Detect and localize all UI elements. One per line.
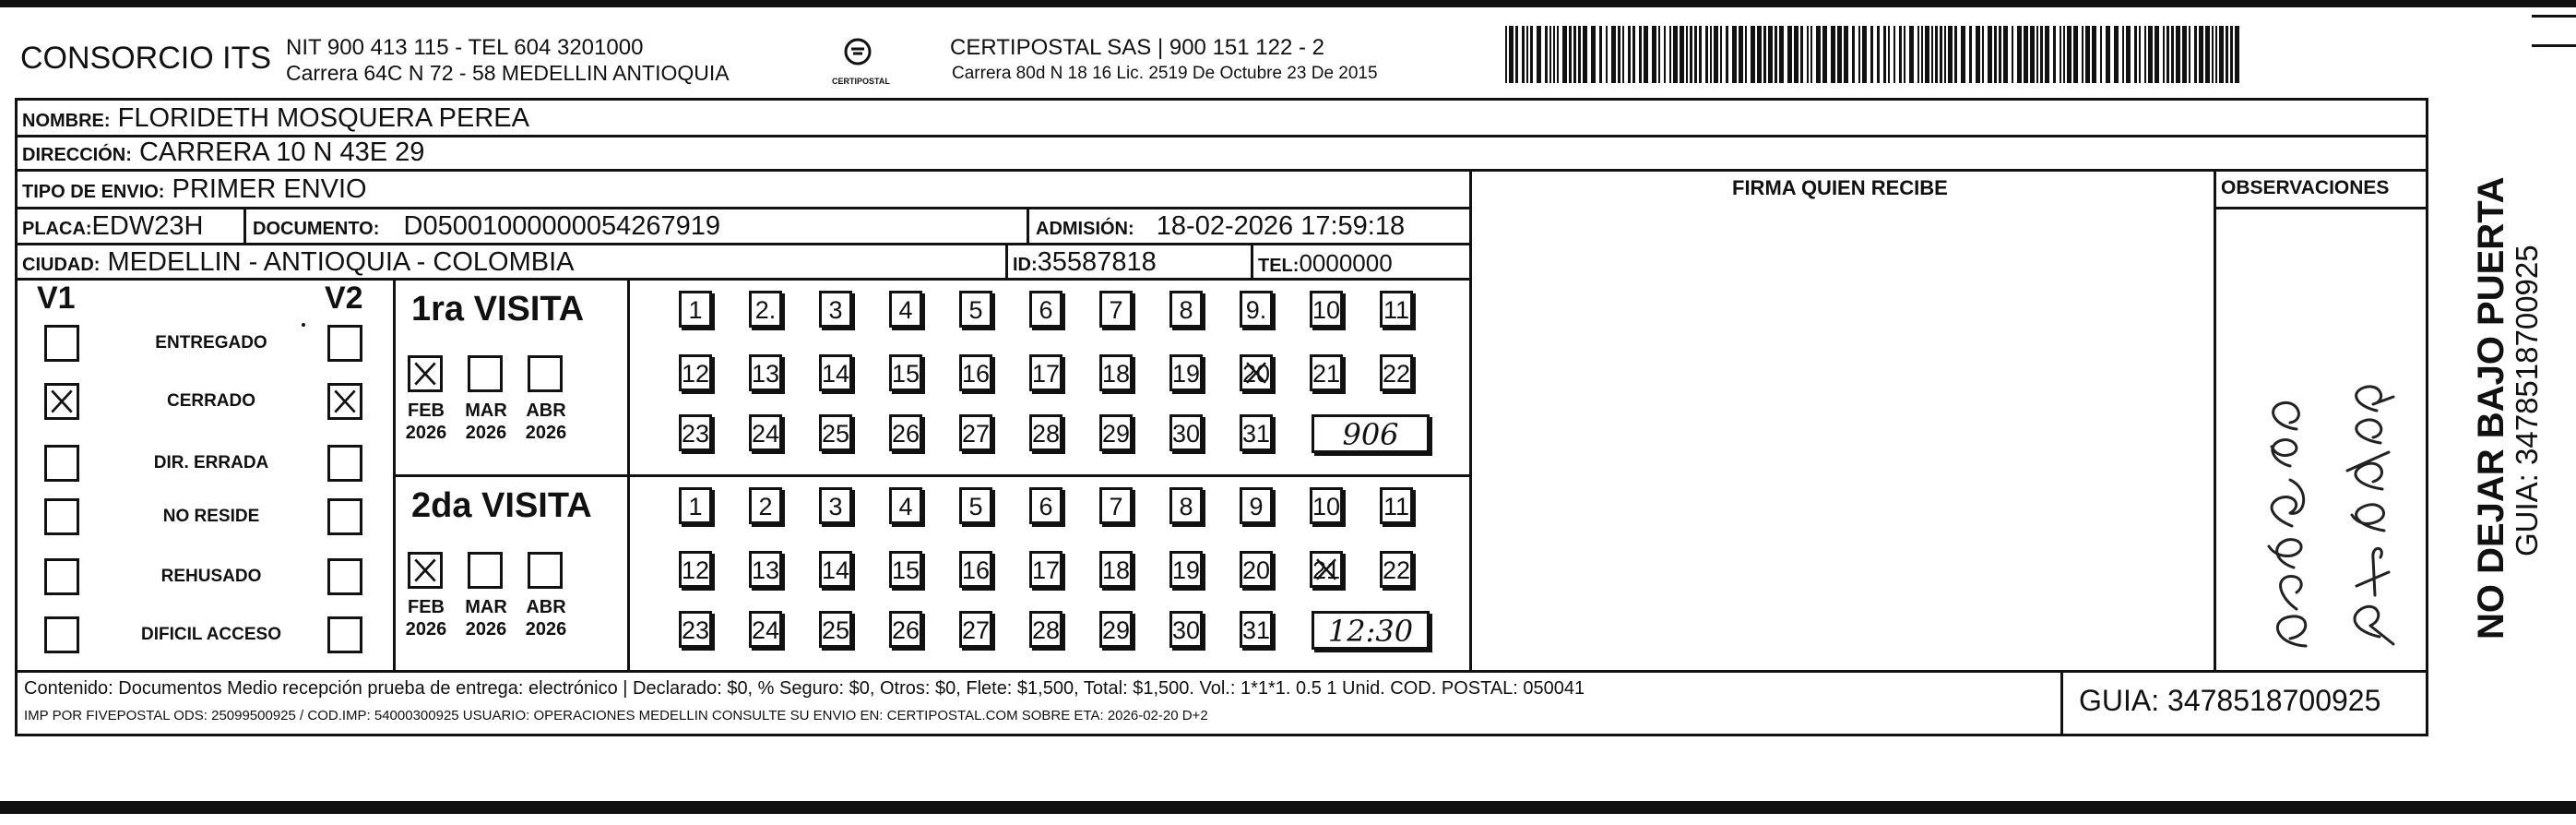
placa-value: EDW23H xyxy=(91,211,204,241)
no-dejar-bajo-puerta: NO DEJAR BAJO PUERTA xyxy=(2471,176,2511,640)
day-box[interactable] xyxy=(1029,551,1062,588)
day-number: 23 xyxy=(682,420,710,448)
day-box[interactable] xyxy=(959,551,992,588)
v1-checkbox[interactable] xyxy=(44,383,79,420)
month-year: 2026 xyxy=(405,619,447,640)
v1-checkbox[interactable] xyxy=(44,325,79,362)
v1-checkbox[interactable] xyxy=(44,498,79,535)
day-number: 26 xyxy=(892,616,920,644)
direccion-value: CARRERA 10 N 43E 29 xyxy=(138,138,425,167)
check-x-mark xyxy=(410,358,440,389)
day-number: 16 xyxy=(962,556,991,584)
status-label: DIFICIL ACCESO xyxy=(140,625,281,644)
day-box[interactable] xyxy=(1099,487,1133,524)
check-x-mark xyxy=(1242,357,1270,389)
day-box[interactable] xyxy=(889,414,922,451)
row-divider xyxy=(15,169,2428,172)
day-number: 16 xyxy=(962,360,991,388)
day-number: 10 xyxy=(1312,296,1341,324)
day-box[interactable] xyxy=(1310,551,1343,588)
month-year: 2026 xyxy=(525,423,567,443)
footer-guia: GUIA: 3478518700925 xyxy=(2079,684,2381,717)
row-divider xyxy=(2214,207,2428,209)
day-box[interactable] xyxy=(1169,551,1203,588)
day-box[interactable] xyxy=(679,291,712,328)
bottom-border-bar xyxy=(0,801,2576,814)
id-value: 35587818 xyxy=(1037,247,1157,277)
day-box[interactable] xyxy=(1240,611,1273,648)
cell-divider xyxy=(243,207,246,244)
status-label: ENTREGADO xyxy=(155,333,267,353)
ciudad-label: CIUDAD: xyxy=(22,255,101,275)
day-box[interactable] xyxy=(889,611,922,648)
day-number: 27 xyxy=(962,616,991,644)
certipostal-logo-icon xyxy=(835,35,881,81)
form-frame xyxy=(15,98,2428,736)
side-guia: GUIA: 3478518700925 xyxy=(2510,245,2544,556)
day-number: 8 xyxy=(1179,296,1193,324)
visit-title: 1ra VISITA xyxy=(411,290,585,329)
day-box[interactable] xyxy=(819,291,852,328)
visit-time-field[interactable] xyxy=(1312,611,1430,650)
month-label: MAR xyxy=(465,597,507,617)
courier-line: CERTIPOSTAL SAS | 900 151 122 - 2 xyxy=(950,35,1324,60)
signature-column-line xyxy=(1469,169,1472,672)
day-box[interactable] xyxy=(1240,291,1273,328)
v2-checkbox[interactable] xyxy=(327,616,362,653)
guia-cell-line xyxy=(2060,670,2063,736)
month-checkbox[interactable] xyxy=(528,552,563,589)
status-label: REHUSADO xyxy=(160,567,262,586)
admision-label: ADMISIÓN: xyxy=(1036,219,1134,239)
day-box[interactable] xyxy=(959,354,992,391)
cell-divider xyxy=(1005,243,1008,280)
day-number: 15 xyxy=(892,360,920,388)
visit-time-value: 12:30 xyxy=(1327,614,1414,649)
day-number: 10 xyxy=(1312,493,1341,520)
day-box[interactable] xyxy=(819,551,852,588)
month-year: 2026 xyxy=(465,619,507,640)
status-label: CERRADO xyxy=(166,391,256,411)
day-number: 25 xyxy=(822,420,850,448)
day-number: 4 xyxy=(898,296,913,324)
day-box[interactable] xyxy=(1310,291,1343,328)
day-number: 20 xyxy=(1242,360,1271,388)
day-number: 30 xyxy=(1172,420,1201,448)
day-box[interactable] xyxy=(889,487,922,524)
visit-time-field[interactable] xyxy=(1312,414,1430,453)
logo-text: CERTIPOSTAL xyxy=(832,77,890,86)
day-box[interactable] xyxy=(1310,354,1343,391)
day-number: 7 xyxy=(1109,296,1123,324)
day-number: 29 xyxy=(1102,420,1131,448)
day-box[interactable] xyxy=(679,487,712,524)
day-number: 26 xyxy=(892,420,920,448)
month-label: FEB xyxy=(408,597,445,617)
id-label: ID: xyxy=(1013,255,1038,275)
footer-line-1: Contenido: Documentos Medio recepción prueba de entrega: electrónico | Declarado: $0, % Seguro: $0, Otros: $0, Flete: $1,500, Total: $1,500. Vol.: 1*1*1. 0.5 1 Unid. COD. POSTAL: 050041 xyxy=(24,678,1585,699)
day-box[interactable] xyxy=(1240,414,1273,451)
day-number: 12 xyxy=(682,556,710,584)
day-number: 3 xyxy=(828,296,843,324)
v1-header: V1 xyxy=(37,281,76,316)
day-number: 25 xyxy=(822,616,850,644)
day-box[interactable] xyxy=(819,611,852,648)
month-year: 2026 xyxy=(465,423,507,443)
day-box[interactable] xyxy=(1029,354,1062,391)
day-number: 17 xyxy=(1032,556,1061,584)
cell-divider xyxy=(1027,207,1029,244)
month-checkbox[interactable] xyxy=(408,552,443,589)
day-number: 31 xyxy=(1242,420,1271,448)
documento-value: D05001000000054267919 xyxy=(403,211,721,241)
day-box[interactable] xyxy=(959,414,992,451)
check-x-mark xyxy=(410,555,440,586)
v2-checkbox[interactable] xyxy=(327,383,362,420)
month-checkbox[interactable] xyxy=(468,355,503,392)
admision-value: 18-02-2026 17:59:18 xyxy=(1156,211,1406,241)
v2-checkbox[interactable] xyxy=(327,498,362,535)
day-number: 28 xyxy=(1032,420,1061,448)
day-box[interactable] xyxy=(1169,487,1203,524)
day-box[interactable] xyxy=(1099,611,1133,648)
day-number: 27 xyxy=(962,420,991,448)
day-box[interactable] xyxy=(819,354,852,391)
footer-line-2: IMP POR FIVEPOSTAL ODS: 25099500925 / COD.IMP: 54000300925 USUARIO: OPERACIONES MEDELLIN CONSULTE SU ENVIO EN: CERTIPOSTAL.COM SOBRE ETA: 2026-02-20 D+2 xyxy=(24,708,1208,723)
day-number: 6 xyxy=(1039,296,1053,324)
day-number: 18 xyxy=(1102,360,1131,388)
day-number: 5 xyxy=(968,493,983,520)
nit-line: NIT 900 413 115 - TEL 604 3201000 xyxy=(286,35,644,60)
month-label: FEB xyxy=(408,401,445,421)
day-box[interactable] xyxy=(679,414,712,451)
footer-divider xyxy=(15,670,2428,673)
check-x-mark xyxy=(1312,554,1340,585)
visit-time-value: 906 xyxy=(1342,417,1399,452)
visit-divider xyxy=(393,474,1469,477)
day-box[interactable] xyxy=(889,291,922,328)
month-label: MAR xyxy=(465,401,507,421)
day-box[interactable] xyxy=(679,354,712,391)
day-box[interactable] xyxy=(1099,414,1133,451)
day-number: 24 xyxy=(752,420,780,448)
nombre-label: NOMBRE: xyxy=(22,111,111,131)
day-box[interactable] xyxy=(1029,414,1062,451)
courier-address: Carrera 80d N 18 16 Lic. 2519 De Octubre 23 De 2015 xyxy=(952,64,1378,83)
day-number: 4 xyxy=(898,493,913,520)
cell-divider xyxy=(1251,243,1253,280)
top-border-bar xyxy=(0,0,2576,7)
v2-header: V2 xyxy=(325,281,363,316)
day-number: 13 xyxy=(752,556,780,584)
day-number: 29 xyxy=(1102,616,1131,644)
day-number: 8 xyxy=(1179,493,1193,520)
day-number: 9 xyxy=(1249,493,1264,520)
day-number: 20 xyxy=(1242,556,1271,584)
day-number: 12 xyxy=(682,360,710,388)
documento-label: DOCUMENTO: xyxy=(253,219,380,239)
day-box[interactable] xyxy=(959,291,992,328)
v1-checkbox[interactable] xyxy=(44,445,79,482)
month-checkbox[interactable] xyxy=(468,552,503,589)
day-number: 2. xyxy=(754,296,777,324)
day-number: 22 xyxy=(1383,556,1411,584)
v2-checkbox[interactable] xyxy=(327,325,362,362)
visit-title: 2da VISITA xyxy=(411,486,592,525)
placa-label: PLACA: xyxy=(22,219,92,239)
day-box[interactable] xyxy=(749,354,782,391)
barcode-icon xyxy=(1505,26,2243,83)
day-box[interactable] xyxy=(1169,611,1203,648)
day-number: 31 xyxy=(1242,616,1271,644)
day-box[interactable] xyxy=(1380,487,1413,524)
day-box[interactable] xyxy=(1029,487,1062,524)
day-box[interactable] xyxy=(1169,414,1203,451)
day-box[interactable] xyxy=(1029,611,1062,648)
v1-checkbox[interactable] xyxy=(44,616,79,653)
day-box[interactable] xyxy=(749,414,782,451)
day-box[interactable] xyxy=(1099,551,1133,588)
tipo-envio-value: PRIMER ENVIO xyxy=(172,174,367,204)
day-number: 15 xyxy=(892,556,920,584)
edge-mark xyxy=(2532,15,2576,18)
day-box[interactable] xyxy=(749,291,782,328)
address-line: Carrera 64C N 72 - 58 MEDELLIN ANTIOQUIA xyxy=(286,61,730,85)
day-number: 30 xyxy=(1172,616,1201,644)
day-box[interactable] xyxy=(1029,291,1062,328)
month-label: ABR xyxy=(526,401,566,421)
day-box[interactable] xyxy=(1380,551,1413,588)
observations-handwriting xyxy=(2218,212,2426,668)
day-box[interactable] xyxy=(819,414,852,451)
day-box[interactable] xyxy=(819,487,852,524)
day-box[interactable] xyxy=(749,611,782,648)
day-box[interactable] xyxy=(1099,354,1133,391)
day-box[interactable] xyxy=(1240,354,1273,391)
v2-checkbox[interactable] xyxy=(327,445,362,482)
direccion-label: DIRECCIÓN: xyxy=(22,145,132,165)
edge-mark xyxy=(2532,44,2576,47)
day-number: 21 xyxy=(1312,556,1341,584)
day-number: 19 xyxy=(1172,360,1201,388)
observations-column-line xyxy=(2214,169,2216,672)
day-number: 19 xyxy=(1172,556,1201,584)
check-x-mark xyxy=(330,386,360,417)
firma-header: FIRMA QUIEN RECIBE xyxy=(1732,176,1948,199)
day-number: 14 xyxy=(822,556,850,584)
day-number: 22 xyxy=(1383,360,1411,388)
day-number: 23 xyxy=(682,616,710,644)
company-name: CONSORCIO ITS xyxy=(20,41,272,76)
day-number: 3 xyxy=(828,493,843,520)
day-box[interactable] xyxy=(1169,291,1203,328)
day-box[interactable] xyxy=(679,551,712,588)
day-number: 11 xyxy=(1383,493,1410,520)
tel-label: TEL: xyxy=(1258,256,1300,276)
day-box[interactable] xyxy=(749,551,782,588)
day-number: 14 xyxy=(822,360,850,388)
day-number: 28 xyxy=(1032,616,1061,644)
day-number: 2 xyxy=(758,493,773,520)
check-x-mark xyxy=(47,386,77,417)
month-label: ABR xyxy=(526,597,566,617)
day-number: 1 xyxy=(688,296,703,324)
day-number: 1 xyxy=(688,493,703,520)
day-box[interactable] xyxy=(1310,487,1343,524)
day-number: 9. xyxy=(1245,296,1267,324)
day-number: 11 xyxy=(1383,296,1410,324)
month-year: 2026 xyxy=(405,423,447,443)
day-box[interactable] xyxy=(889,551,922,588)
status-label: NO RESIDE xyxy=(162,507,260,526)
day-box[interactable] xyxy=(959,611,992,648)
status-label: DIR. ERRADA xyxy=(153,453,269,472)
ciudad-value: MEDELLIN - ANTIOQUIA - COLOMBIA xyxy=(107,247,575,277)
row-divider xyxy=(15,207,1469,209)
month-checkbox[interactable] xyxy=(528,355,563,392)
day-box[interactable] xyxy=(959,487,992,524)
tipo-envio-label: TIPO DE ENVIO: xyxy=(22,182,165,202)
day-box[interactable] xyxy=(1240,551,1273,588)
day-box[interactable] xyxy=(889,354,922,391)
day-number: 5 xyxy=(968,296,983,324)
day-box[interactable] xyxy=(1099,291,1133,328)
day-number: 13 xyxy=(752,360,780,388)
day-number: 17 xyxy=(1032,360,1061,388)
nombre-value: FLORIDETH MOSQUERA PEREA xyxy=(117,103,529,133)
day-number: 6 xyxy=(1039,493,1053,520)
tel-value: 0000000 xyxy=(1299,249,1393,277)
day-box[interactable] xyxy=(1240,487,1273,524)
month-checkbox[interactable] xyxy=(408,355,443,392)
day-box[interactable] xyxy=(679,611,712,648)
day-box[interactable] xyxy=(1169,354,1203,391)
v1-checkbox[interactable] xyxy=(44,558,79,595)
day-number: 24 xyxy=(752,616,780,644)
day-number: 18 xyxy=(1102,556,1131,584)
observaciones-header: OBSERVACIONES xyxy=(2221,177,2390,198)
day-box[interactable] xyxy=(1380,354,1413,391)
day-number: 7 xyxy=(1109,493,1123,520)
v2-checkbox[interactable] xyxy=(327,558,362,595)
day-box[interactable] xyxy=(749,487,782,524)
day-box[interactable] xyxy=(1380,291,1413,328)
dot-mark xyxy=(302,323,305,327)
day-number: 21 xyxy=(1312,360,1341,388)
month-year: 2026 xyxy=(525,619,567,640)
